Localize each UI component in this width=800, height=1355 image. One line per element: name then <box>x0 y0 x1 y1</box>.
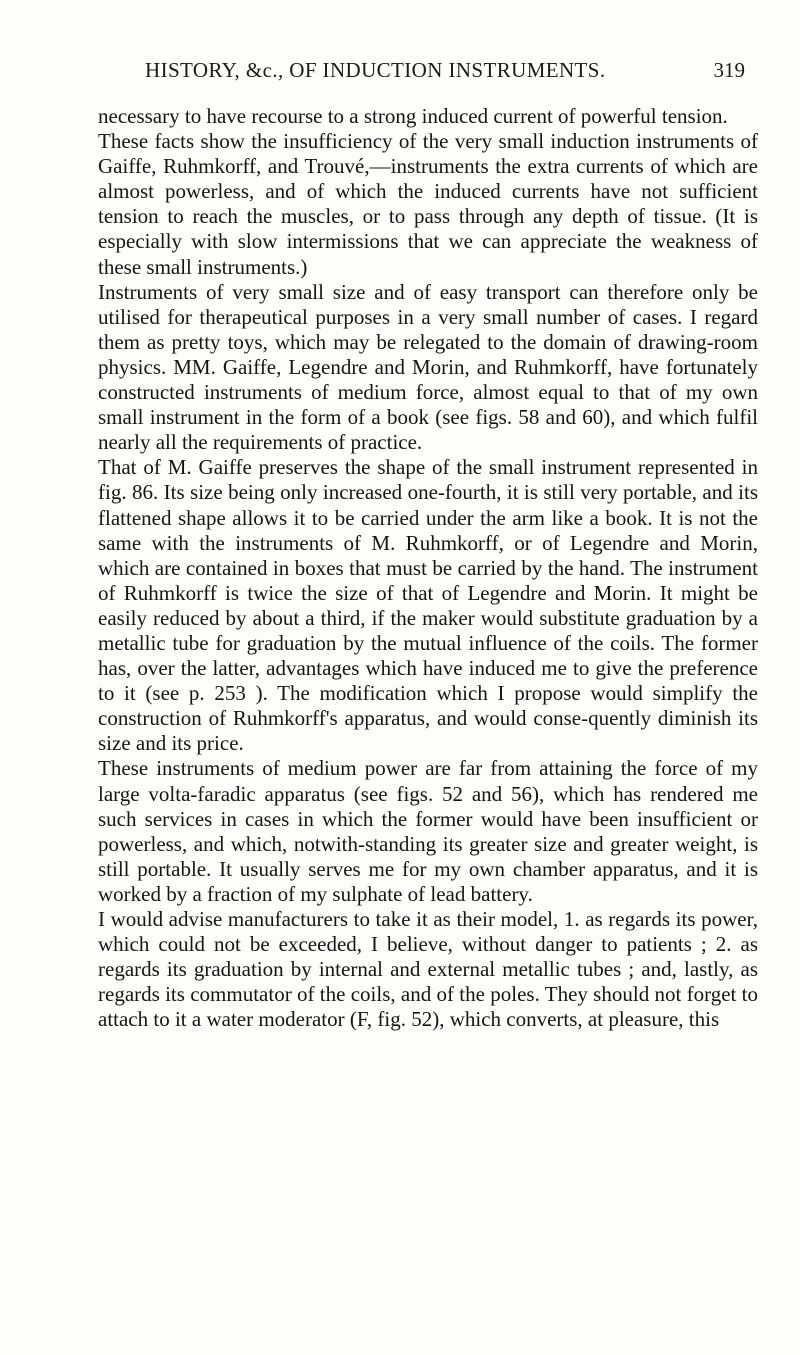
paragraph: I would advise manufacturers to take it as their model, 1. as regards its power, which could not be exceeded, I believe, without danger to patients ; 2. as regards its graduation by internal and external metallic tubes ; and, lastly, as regards its commutator of the coils, and of the poles. They should not forget to attach to it a water moderator (F, fig. 52), which converts, at pleasure, this <box>98 907 758 1032</box>
paragraph: necessary to have recourse to a strong induced current of powerful tension. <box>98 104 728 128</box>
running-head: HISTORY, &c., OF INDUCTION INSTRUMENTS. <box>145 58 606 82</box>
paragraph: These instruments of medium power are far from attaining the force of my large volta-faradic apparatus (see figs. 52 and 56), which has rendered me such services in cases in which the former would have been insufficient or powerless, and which, notwith-standing its greater size and greater weight, is still portable. It usually serves me for my own chamber apparatus, and it is worked by a fraction of my sulphate of lead battery. <box>98 756 758 906</box>
body-text <box>98 104 758 1032</box>
page-number: 319 <box>713 58 745 82</box>
paragraph: That of M. Gaiffe preserves the shape of the small instrument represented in fig. 86. Its size being only increased one-fourth, it is still very portable, and its flattened shape allows it to be carried under the arm like a book. It is not the same with the instruments of M. Ruhmkorff, or of Legendre and Morin, which are contained in boxes that must be carried by the hand. The instrument of Ruhmkorff is twice the size of that of Legendre and Morin. It might be easily reduced by about a third, if the maker would substitute graduation by a metallic tube for graduation by the mutual influence of the coils. The former has, over the latter, advantages which have induced me to give the preference to it (see p. 253 ). The modification which I propose would simplify the construction of Ruhmkorff's apparatus, and would conse-quently diminish its size and its price. <box>98 455 758 756</box>
paragraph: These facts show the insufficiency of the very small induction instruments of Gaiffe, Ruhmkorff, and Trouvé,—instruments the extra currents of which are almost powerless, and of which the induced currents have not sufficient tension to reach the muscles, or to pass through any depth of tissue. (It is especially with slow intermissions that we can appreciate the weakness of these small instruments.) <box>98 129 758 279</box>
paragraph: Instruments of very small size and of easy transport can therefore only be utilised for therapeutical purposes in a very small number of cases. I regard them as pretty toys, which may be relegated to the domain of drawing-room physics. MM. Gaiffe, Legendre and Morin, and Ruhmkorff, have fortunately constructed instruments of medium force, almost equal to that of my own small instrument in the form of a book (see figs. 58 and 60), and which fulfil nearly all the requirements of practice. <box>98 279 758 455</box>
page-header <box>98 58 758 88</box>
